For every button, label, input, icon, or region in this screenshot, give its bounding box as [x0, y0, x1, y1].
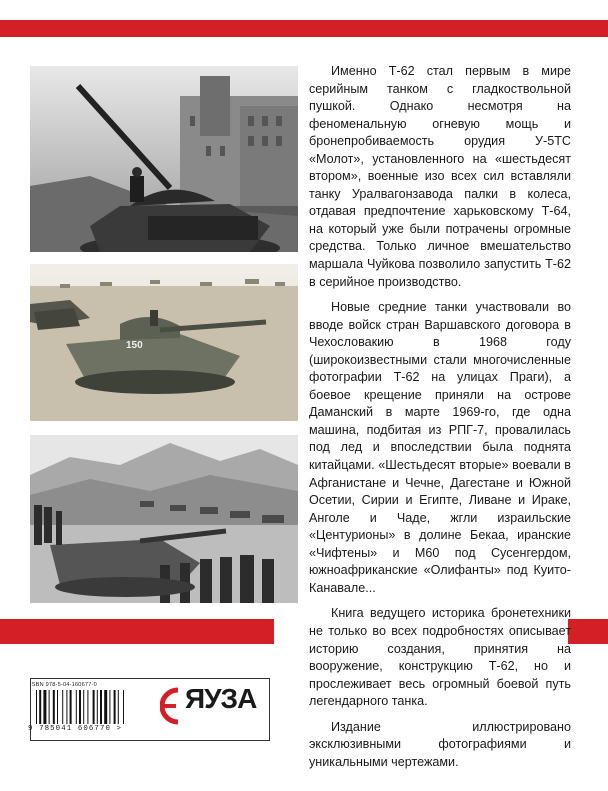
barcode-graphic [34, 690, 152, 724]
barcode-bar [87, 690, 88, 724]
barcode-bar [100, 690, 102, 724]
barcode-bar [57, 690, 58, 724]
paragraph-2: Новые средние танки участвовали во вводе войск стран Варшавского договора в Чехословакию в 1968 году (широкоизвестными стали многочисленные фотографии Т-62 на улицах Праги), а боевое крещение приняли на острове Даманский в марте 1969-го, где одна машина, подбитая из РПГ-7, провалилась под лед и впоследствии была поднята китайцами. «Шестьдесят вторые» воевали в Афганистане и Чечне, Дагестане и Южной Осетии, Сирии и Египте, Ливане и Ираке, Анголе и Чаде, жгли израильские «Центурионы» в долине Бекаа, иранские «Чифтены» и М60 под Сусенгердом, южноафриканские «Олифанты» под Куито-Канавале... [309, 300, 571, 595]
top-red-band [0, 20, 608, 37]
barcode-bar [93, 690, 95, 724]
barcode-bar [123, 690, 124, 724]
barcode-bar [49, 690, 50, 724]
barcode-bar [83, 690, 84, 724]
barcode-bar [97, 690, 98, 724]
isbn-label: ISBN 978-5-04-160677-0 [30, 682, 97, 688]
mid-red-band-left [0, 619, 274, 644]
barcode-bar [43, 690, 46, 724]
paragraph-4: Издание иллюстрировано эксклюзивными фотографиями и уникальными чертежами. [309, 719, 571, 769]
barcode-bar [39, 690, 41, 724]
barcode-bar [109, 690, 110, 724]
barcode-bar [76, 690, 77, 724]
eksmo-e-icon [160, 684, 182, 728]
photo-tank-city-street [30, 66, 298, 252]
barcode-bar [70, 690, 72, 724]
barcode-bar [62, 690, 63, 724]
paragraph-3: Книга ведущего историка бронетехники не только во всех подробностях описывает историю создания, принятия на вооружение, конструкцию Т-62, но и прослеживает весь огромный боевой путь легендарного танка. [309, 606, 571, 709]
photo-tank-column-mountains [30, 435, 298, 603]
description-text-column [309, 63, 571, 779]
barcode-bar [79, 690, 81, 724]
barcode-bar [114, 690, 116, 724]
tank-number-label: 150 [126, 340, 143, 351]
mid-red-band-right [568, 619, 608, 644]
barcode-bar [66, 690, 67, 724]
barcode-bar [104, 690, 107, 724]
barcode-bar [53, 690, 55, 724]
barcode-digits: 9 785041 606770 > [28, 725, 123, 733]
photo-tank-numbered-field [30, 264, 298, 421]
publisher-logo: ЯУЗА [185, 683, 257, 714]
barcode-bar [118, 690, 119, 724]
barcode-bar [36, 690, 37, 724]
paragraph-1: Именно Т-62 стал первым в мире серийным танком с гладкоствольной пушкой. Однако несмотря на феноменальную огневую мощь и бронепробиваемость орудия У-5ТС «Молот», установленного на «шестьдесят втором», военные изо всех сил вставляли танку Уралвагонзавода палки в колеса, отдавая предпочтение харьковскому Т-64, на который уже были потрачены огромные средства. Только личное вмешательство маршала Чуйкова позволило запустить Т-62 в серийное производство. [309, 64, 571, 289]
